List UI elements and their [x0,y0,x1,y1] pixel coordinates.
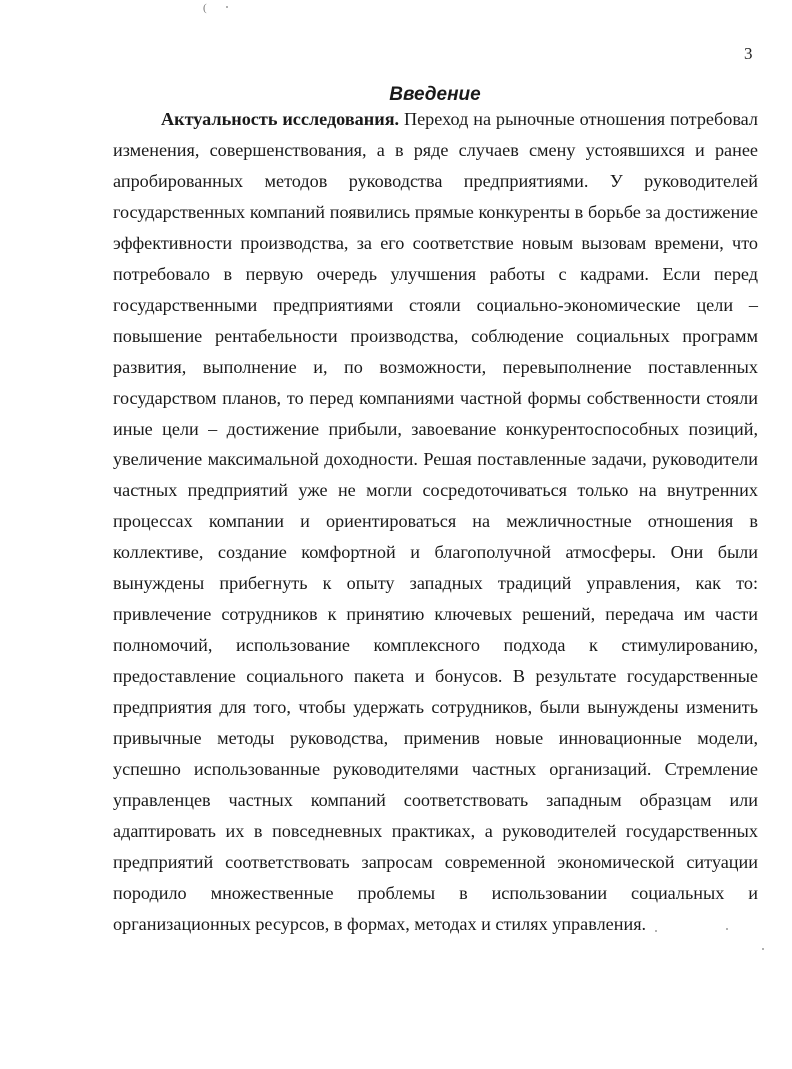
page-number: 3 [744,44,753,63]
scan-artifact-mark: ( [203,2,207,14]
paragraph-lead: Актуальность исследования. [161,109,400,129]
section-title: Введение [389,84,481,105]
body-paragraph [113,104,758,940]
scan-artifact-dot [762,948,764,950]
scan-artifact-dot [226,6,228,8]
paragraph-text: Переход на рыночные отношения потребовал изменения, совершенствования, а в ряде случаев смену устоявшихся и ранее апробированных методов руководства предприятиями. У руководителей государственных компаний появились прямые конкуренты в борьбе за достижение эффективности производства, за его соответствие новым вызовам времени, что потребовало в первую очередь улучшения работы с кадрами. Если перед государственными предприятиями стояли социально-экономические цели – повышение рентабельности производства, соблюдение социальных программ развития, выполнение и, по возможности, перевыполнение поставленных государством планов, то перед компаниями частной формы собственности стояли иные цели – достижение прибыли, завоевание конкурентоспособных позиций, увеличение максимальной доходности. Решая поставленные задачи, руководители частных предприятий уже не могли сосредоточиваться только на внутренних процессах компании и ориентироваться на межличностные отношения в коллективе, создание комфортной и благополучной атмосферы. Они были вынуждены прибегнуть к опыту западных традиций управления, как то: привлечение сотрудников к принятию ключевых решений, передача им части полномочий, использование комплексного подхода к стимулированию, предоставление социального пакета и бонусов. В результате государственные предприятия для того, чтобы удержать сотрудников, были вынуждены изменить привычные методы руководства, применив новые инновационные модели, успешно использованные руководителями частных организаций. Стремление управленцев частных компаний соответствовать западным образцам или адаптировать их в повседневных практиках, а руководителей государственных предприятий соответствовать запросам современной экономической ситуации породило множественные проблемы в использовании социальных и организационных ресурсов, в формах, методах и стилях управления. [113,109,758,934]
